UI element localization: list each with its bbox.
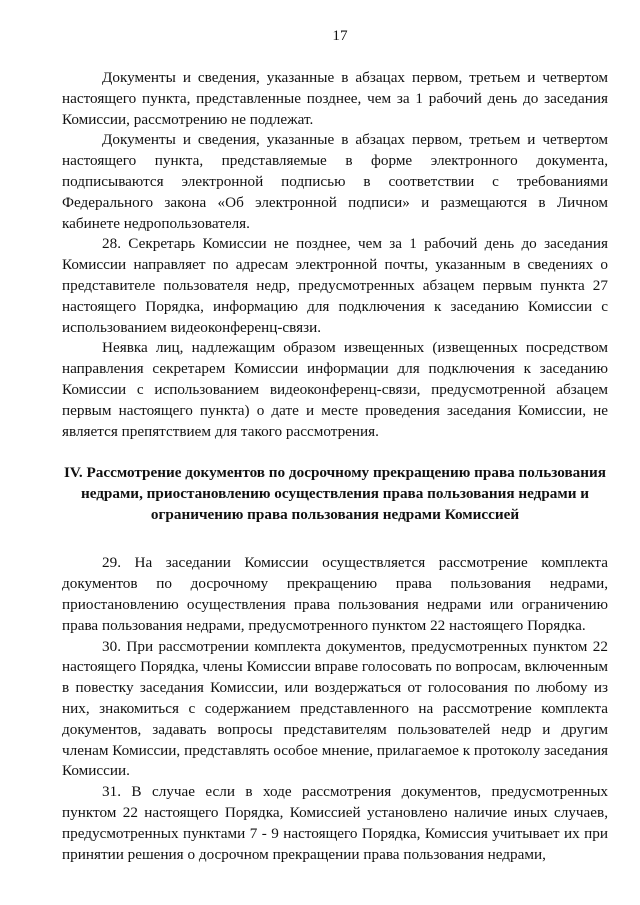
- section-heading-iv: IV. Рассмотрение документов по досрочному прекращению права пользования недрами, приостановлению осуществления права пользования недрами и ограничению права пользования недрами Комиссией: [64, 464, 606, 524]
- paragraph-item-29: 29. На заседании Комиссии осуществляется рассмотрение комплекта документов по досрочному прекращению права пользования недрами, приостановлению осуществления права пользования недрами или ограничению права пользования недрами, предусмотренного пунктом 22 настоящего Порядка.: [62, 554, 608, 634]
- page-number: 17: [332, 27, 348, 44]
- paragraph-late-documents: Документы и сведения, указанные в абзацах первом, третьем и четвертом настоящего пункта, представленные позднее, чем за 1 рабочий день до заседания Комиссии, рассмотрению не подлежат.: [62, 69, 608, 128]
- paragraph-item-28: 28. Секретарь Комиссии не позднее, чем за 1 рабочий день до заседания Комиссии направляет по адресам электронной почты, указанным в сведениях о представителе пользователя недр, предусмотренных абзацем первым пункта 27 настоящего Порядка, информацию для подключения к заседанию Комиссии с использованием видеоконференц-связи.: [62, 235, 608, 336]
- paragraph-electronic-documents: Документы и сведения, указанные в абзацах первом, третьем и четвертом настоящего пункта, представляемые в форме электронного документа, подписываются электронной подписью в соответствии с требованиями Федерального закона «Об электронной подписи» и размещаются в Личном кабинете недропользователя.: [62, 131, 608, 232]
- paragraph-item-31: 31. В случае если в ходе рассмотрения документов, предусмотренных пунктом 22 настоящего Порядка, Комиссией установлено наличие иных случаев, предусмотренных пунктами 7 - 9 настоящего Порядка, Комиссия учитывает их при принятии решения о досрочном прекращении права пользования недрами,: [62, 783, 608, 863]
- paragraph-absence-notice: Неявка лиц, надлежащим образом извещенных (извещенных посредством направления секретарем Комиссии информации для подключения к заседанию Комиссии с использованием видеоконференц-связи, предусмотренной абзацем первым настоящего пункта) о дате и месте проведения заседания Комиссии, не является препятствием для такого рассмотрения.: [62, 339, 608, 440]
- paragraph-item-30: 30. При рассмотрении комплекта документов, предусмотренных пунктом 22 настоящего Порядка, члены Комиссии вправе голосовать по вопросам, включенным в повестку заседания Комиссии, или воздержаться от голосования по любому из них, знакомиться с содержанием представленного на рассмотрение комплекта документов, задавать вопросы представителям пользователей недр и другим членам Комиссии, представлять особое мнение, прилагаемое к протоколу заседания Комиссии.: [62, 637, 608, 780]
